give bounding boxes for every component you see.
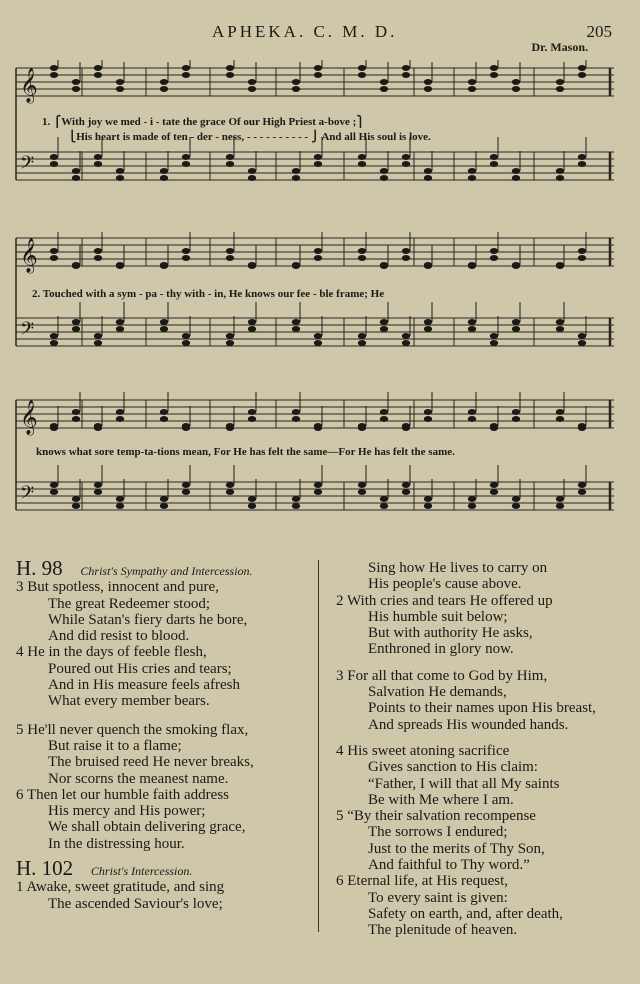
notehead (50, 248, 58, 254)
verse-line: “Father, I will that all My saints (368, 775, 560, 792)
verse-line: His people's cause above. (368, 576, 522, 593)
notehead (182, 489, 190, 495)
notehead (292, 326, 300, 332)
notehead (94, 482, 102, 488)
verse-line: The great Redeemer stood; (48, 595, 211, 612)
notehead (116, 86, 124, 92)
notehead (314, 248, 322, 254)
notehead (424, 86, 432, 92)
notehead (578, 154, 586, 160)
verse-line: And in His measure feels afresh (48, 677, 241, 694)
music-system-2 (14, 232, 620, 357)
notehead (160, 168, 168, 174)
treble-clef-icon: 𝄞 (20, 68, 38, 103)
notehead (72, 263, 80, 269)
notehead (556, 168, 564, 174)
verse-line: Poured out His cries and tears; (48, 660, 232, 677)
notehead (556, 175, 564, 181)
notehead (314, 72, 322, 78)
notehead (402, 425, 410, 431)
notehead (490, 489, 498, 495)
notehead (94, 489, 102, 495)
notehead (424, 326, 432, 332)
notehead (380, 416, 388, 422)
hymn-number: H. 102 (16, 856, 74, 881)
notehead (226, 489, 234, 495)
notehead (512, 496, 520, 502)
verse-line: 4 His sweet atoning sacrifice (336, 742, 510, 759)
verse-line: Be with Me where I am. (368, 791, 514, 808)
notehead (72, 326, 80, 332)
notehead (94, 161, 102, 167)
verse-line: His mercy and His power; (48, 803, 206, 820)
bass-clef-icon: 𝄢 (20, 153, 35, 178)
verse-line: Enthroned in glory now. (368, 641, 514, 658)
notehead (226, 161, 234, 167)
notehead (160, 503, 168, 509)
notehead (182, 161, 190, 167)
verse-line: 3 But spotless, innocent and pure, (16, 579, 219, 596)
notehead (556, 86, 564, 92)
notehead (556, 79, 564, 85)
verse-line: But raise it to a flame; (48, 737, 182, 754)
notehead (226, 154, 234, 160)
hymn-98-verses (16, 579, 316, 852)
notehead (512, 319, 520, 325)
verse-line: In the distressing hour. (48, 835, 185, 852)
hymn-heading (16, 856, 316, 881)
notehead (424, 496, 432, 502)
notehead (116, 326, 124, 332)
notehead (358, 340, 366, 346)
notehead (72, 175, 80, 181)
notehead (160, 86, 168, 92)
notehead (160, 319, 168, 325)
notehead (116, 319, 124, 325)
composer-credit: Dr. Mason. (531, 40, 588, 54)
notehead (248, 503, 256, 509)
notehead (50, 489, 58, 495)
verse-line: The plenitude of heaven. (368, 922, 518, 939)
notehead (578, 72, 586, 78)
notehead (248, 168, 256, 174)
notehead (292, 86, 300, 92)
notehead (380, 79, 388, 85)
notehead (402, 72, 410, 78)
verse-line: And spreads His wounded hands. (368, 716, 569, 733)
notehead (402, 333, 410, 339)
notehead (468, 496, 476, 502)
notehead (578, 489, 586, 495)
notehead (182, 333, 190, 339)
notehead (50, 72, 58, 78)
verse-line: But with authority He asks, (368, 625, 533, 642)
verse-line: 6 Eternal life, at His request, (336, 873, 509, 890)
notehead (468, 86, 476, 92)
notehead (556, 409, 564, 415)
notehead (248, 409, 256, 415)
notehead (358, 72, 366, 78)
notehead (578, 340, 586, 346)
notehead (490, 482, 498, 488)
verse-line: And faithful to Thy word.” (368, 857, 530, 874)
notehead (248, 326, 256, 332)
notehead (578, 425, 586, 431)
notehead (578, 333, 586, 339)
notehead (182, 154, 190, 160)
lyrics-line: 1. ⎧With joy we med - i - tate the grace Of our High Priest a-bove ;⎫ (42, 116, 365, 128)
hymn-102-verses (16, 879, 316, 912)
notehead (72, 496, 80, 502)
notehead (50, 255, 58, 261)
notehead (512, 168, 520, 174)
notehead (94, 333, 102, 339)
verse-line: 3 For all that come to God by Him, (336, 667, 548, 684)
verse-line: Sing how He lives to carry on (368, 560, 548, 576)
verse-line: 1 Awake, sweet gratitude, and sing (16, 879, 225, 896)
page-number: 205 (586, 22, 612, 41)
verse-line: 6 Then let our humble faith address (16, 786, 230, 803)
verse-line: His humble suit below; (368, 608, 508, 625)
notehead (182, 340, 190, 346)
notehead (468, 409, 476, 415)
notehead (402, 65, 410, 71)
notehead (380, 319, 388, 325)
notehead (226, 65, 234, 71)
notehead (182, 425, 190, 431)
notehead (402, 161, 410, 167)
notehead (556, 416, 564, 422)
notehead (116, 409, 124, 415)
notehead (490, 72, 498, 78)
bass-clef-icon: 𝄢 (20, 319, 35, 344)
notehead (490, 340, 498, 346)
verse-line: The sorrows I endured; (368, 824, 508, 841)
notehead (468, 503, 476, 509)
notehead (94, 65, 102, 71)
tune-title: APHEKA. C. M. D. (212, 22, 398, 41)
notehead (424, 416, 432, 422)
notehead (468, 263, 476, 269)
notehead (358, 482, 366, 488)
notehead (50, 425, 58, 431)
notehead (248, 319, 256, 325)
notehead (490, 248, 498, 254)
lyrics-line: 2. Touched with a sym - pa - thy with - in, He knows our fee - ble frame; He (32, 288, 385, 300)
notehead (468, 79, 476, 85)
hymn-subtitle: Christ's Sympathy and Intercession. (80, 564, 253, 578)
notehead (160, 326, 168, 332)
notehead (226, 482, 234, 488)
hymn-102-continued-verses (336, 560, 626, 939)
notehead (292, 503, 300, 509)
notehead (490, 154, 498, 160)
notehead (116, 79, 124, 85)
notehead (468, 416, 476, 422)
notehead (358, 489, 366, 495)
notehead (424, 168, 432, 174)
notehead (358, 154, 366, 160)
notehead (72, 319, 80, 325)
notehead (182, 72, 190, 78)
notehead (578, 482, 586, 488)
verse-line: The ascended Saviour's love; (48, 895, 223, 912)
verse-line: To every saint is given: (368, 889, 508, 906)
notehead (182, 482, 190, 488)
notehead (72, 416, 80, 422)
notehead (402, 340, 410, 346)
notehead (358, 161, 366, 167)
notehead (248, 416, 256, 422)
notehead (468, 326, 476, 332)
notehead (292, 79, 300, 85)
notehead (116, 496, 124, 502)
notehead (424, 263, 432, 269)
hymn-subtitle: Christ's Intercession. (90, 864, 193, 879)
notehead (380, 263, 388, 269)
verse-line: And did resist to blood. (48, 628, 190, 645)
notehead (72, 503, 80, 509)
hymn-heading (16, 556, 316, 580)
notehead (380, 409, 388, 415)
notehead (380, 86, 388, 92)
treble-clef-icon: 𝄞 (20, 238, 38, 273)
bass-clef-icon: 𝄢 (20, 483, 35, 508)
notehead (314, 65, 322, 71)
verse-line: We shall obtain delivering grace, (48, 819, 246, 836)
notehead (424, 409, 432, 415)
notehead (226, 340, 234, 346)
notehead (556, 319, 564, 325)
notehead (292, 409, 300, 415)
column-divider (318, 560, 319, 932)
notehead (160, 263, 168, 269)
notehead (292, 496, 300, 502)
notehead (512, 416, 520, 422)
notehead (512, 263, 520, 269)
notehead (160, 416, 168, 422)
notehead (314, 489, 322, 495)
verse-line: Salvation He demands, (368, 684, 507, 701)
notehead (578, 65, 586, 71)
notehead (50, 333, 58, 339)
notehead (314, 333, 322, 339)
staff-notation-3 (14, 392, 620, 527)
notehead (94, 154, 102, 160)
notehead (556, 503, 564, 509)
notehead (358, 333, 366, 339)
notehead (490, 255, 498, 261)
notehead (116, 263, 124, 269)
hymn-number: H. 98 (16, 556, 63, 580)
notehead (182, 255, 190, 261)
notehead (424, 79, 432, 85)
notehead (490, 333, 498, 339)
music-system-1 (14, 60, 620, 195)
music-system-3 (14, 392, 620, 527)
right-column (336, 560, 626, 939)
notehead (512, 326, 520, 332)
notehead (380, 503, 388, 509)
verse-line: Just to the merits of Thy Son, (368, 840, 545, 857)
notehead (578, 161, 586, 167)
notehead (248, 86, 256, 92)
verse-line: While Satan's fiery darts he bore, (48, 611, 248, 628)
verse-line: 5 “By their salvation recompense (336, 808, 536, 825)
notehead (116, 175, 124, 181)
notehead (358, 255, 366, 261)
notehead (490, 425, 498, 431)
notehead (292, 416, 300, 422)
notehead (72, 79, 80, 85)
notehead (314, 425, 322, 431)
notehead (578, 255, 586, 261)
notehead (226, 248, 234, 254)
notehead (512, 86, 520, 92)
notehead (248, 175, 256, 181)
notehead (490, 65, 498, 71)
notehead (578, 248, 586, 254)
notehead (292, 319, 300, 325)
notehead (380, 496, 388, 502)
notehead (402, 248, 410, 254)
lyrics-line: ⎩His heart is made of ten - der - ness, - - - - - - - - - - ⎭ And all His soul is love. (68, 131, 431, 143)
notehead (358, 248, 366, 254)
notehead (160, 175, 168, 181)
notehead (160, 79, 168, 85)
notehead (402, 255, 410, 261)
notehead (512, 79, 520, 85)
notehead (226, 425, 234, 431)
notehead (50, 161, 58, 167)
notehead (468, 168, 476, 174)
notehead (94, 248, 102, 254)
notehead (72, 409, 80, 415)
notehead (556, 263, 564, 269)
notehead (380, 326, 388, 332)
notehead (512, 409, 520, 415)
notehead (512, 175, 520, 181)
verse-line: The bruised reed He never breaks, (48, 754, 254, 771)
notehead (116, 168, 124, 174)
notehead (116, 503, 124, 509)
notehead (490, 161, 498, 167)
notehead (402, 154, 410, 160)
notehead (292, 263, 300, 269)
verse-line: Gives sanction to His claim: (368, 759, 538, 776)
notehead (358, 425, 366, 431)
notehead (160, 409, 168, 415)
notehead (556, 496, 564, 502)
notehead (226, 255, 234, 261)
notehead (50, 340, 58, 346)
verse-line: Points to their names upon His breast, (368, 700, 596, 717)
notehead (468, 175, 476, 181)
notehead (226, 72, 234, 78)
notehead (72, 168, 80, 174)
notehead (50, 482, 58, 488)
lyrics-line: knows what sore temp-ta-tions mean, For He has felt the same—For He has felt the same. (36, 446, 455, 458)
notehead (424, 175, 432, 181)
notehead (314, 161, 322, 167)
notehead (314, 482, 322, 488)
notehead (468, 319, 476, 325)
notehead (314, 340, 322, 346)
left-column (16, 556, 316, 912)
notehead (50, 65, 58, 71)
notehead (314, 255, 322, 261)
notehead (182, 248, 190, 254)
verse-line: 5 He'll never quench the smoking flax, (16, 721, 249, 738)
notehead (182, 65, 190, 71)
notehead (94, 425, 102, 431)
notehead (160, 496, 168, 502)
notehead (512, 503, 520, 509)
notehead (94, 72, 102, 78)
notehead (248, 79, 256, 85)
notehead (248, 263, 256, 269)
verse-line: Safety on earth, and, after death, (368, 905, 563, 922)
notehead (380, 168, 388, 174)
notehead (424, 503, 432, 509)
verse-line: 4 He in the days of feeble flesh, (16, 644, 207, 661)
notehead (402, 482, 410, 488)
verse-line: Nor scorns the meanest name. (48, 770, 229, 787)
notehead (292, 175, 300, 181)
notehead (116, 416, 124, 422)
notehead (402, 489, 410, 495)
verse-line: What every member bears. (48, 693, 210, 710)
notehead (94, 340, 102, 346)
verse-line: 2 With cries and tears He offered up (336, 592, 553, 609)
notehead (358, 65, 366, 71)
notehead (248, 496, 256, 502)
notehead (94, 255, 102, 261)
notehead (380, 175, 388, 181)
notehead (226, 333, 234, 339)
notehead (292, 168, 300, 174)
notehead (556, 326, 564, 332)
notehead (72, 86, 80, 92)
notehead (314, 154, 322, 160)
notehead (50, 154, 58, 160)
treble-clef-icon: 𝄞 (20, 400, 38, 435)
notehead (424, 319, 432, 325)
